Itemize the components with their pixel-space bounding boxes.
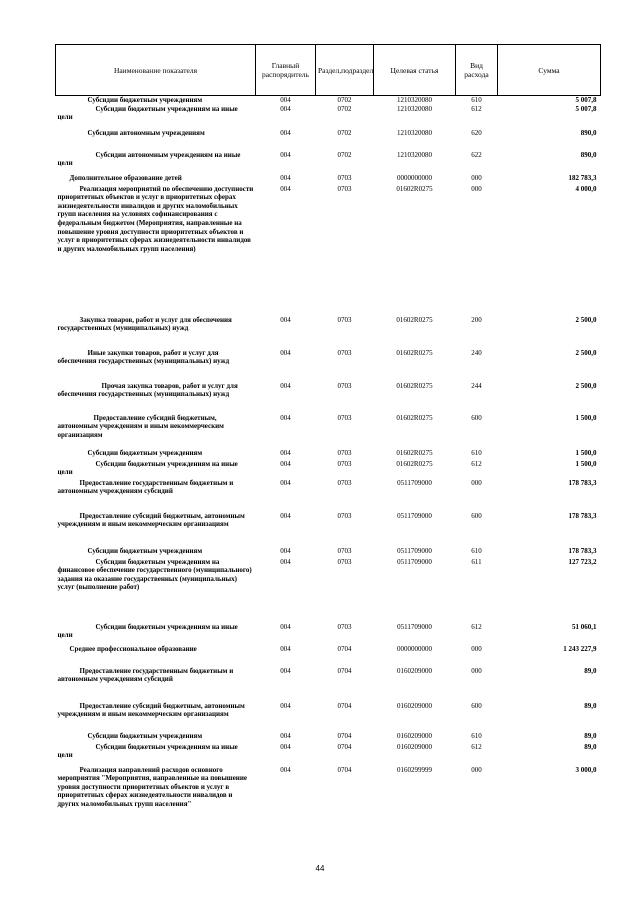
row-section: 0702	[337, 128, 352, 137]
row-amount: 178 783,3	[568, 478, 597, 487]
row-amount: 89,0	[584, 731, 597, 740]
row-target-article: 0000000000	[397, 173, 432, 182]
row-name: Закупка товаров, работ и услуг для обеспечения государственных (муниципальных) нужд	[57, 315, 232, 333]
row-chief-manager: 004	[280, 448, 291, 457]
row-chief-manager: 004	[280, 701, 291, 710]
row-amount: 5 007,8	[575, 104, 597, 113]
row-amount: 2 500,0	[575, 348, 597, 357]
header-target-article: Целевая статья	[374, 45, 456, 96]
row-section: 0703	[337, 478, 352, 487]
row-target-article: 0160209000	[397, 731, 432, 740]
row-chief-manager: 004	[280, 184, 291, 193]
row-expense-type: 244	[471, 381, 482, 390]
row-section: 0703	[337, 459, 352, 468]
row-target-article: 0160209000	[397, 701, 432, 710]
row-chief-manager: 004	[280, 150, 291, 159]
row-chief-manager: 004	[280, 173, 291, 182]
row-amount: 3 000,0	[575, 765, 597, 774]
table-row	[56, 96, 601, 105]
row-expense-type: 200	[471, 315, 482, 324]
row-target-article: 0511709000	[397, 546, 432, 555]
row-section: 0704	[337, 701, 352, 710]
table-row	[56, 105, 601, 129]
row-section: 0702	[337, 96, 352, 104]
row-expense-type: 612	[471, 459, 482, 468]
header-chief-manager: Главный распорядитель	[256, 45, 316, 96]
row-name: Субсидии бюджетным учреждениям на иные цели	[57, 459, 238, 477]
row-amount: 127 723,2	[568, 557, 597, 566]
row-target-article: 1210320080	[397, 104, 432, 113]
row-section: 0703	[337, 173, 352, 182]
row-chief-manager: 004	[280, 644, 291, 653]
row-chief-manager: 004	[280, 765, 291, 774]
row-chief-manager: 004	[280, 104, 291, 113]
table-row	[56, 645, 601, 667]
row-section: 0703	[337, 381, 352, 390]
row-amount: 1 500,0	[575, 448, 597, 457]
row-name: Субсидии бюджетным учреждениям на иные цели	[57, 742, 238, 760]
row-target-article: 0160209000	[397, 742, 432, 751]
row-amount: 89,0	[584, 701, 597, 710]
table-row	[56, 174, 601, 185]
row-amount: 2 500,0	[575, 315, 597, 324]
row-amount: 178 783,3	[568, 511, 597, 520]
row-name: Предоставление государственным бюджетным и автономным учреждениям субсидий	[57, 666, 234, 684]
header-amount: Сумма	[498, 45, 601, 96]
row-expense-type: 610	[471, 96, 482, 104]
row-section: 0703	[337, 448, 352, 457]
header-section-subsection: Раздел,подраздел	[316, 45, 374, 96]
row-name: Иные закупки товаров, работ и услуг для обеспечения государственных (муниципальных) нужд	[57, 348, 230, 366]
row-expense-type: 620	[471, 128, 482, 137]
row-amount: 182 783,3	[568, 173, 597, 182]
row-expense-type: 600	[471, 511, 482, 520]
row-target-article: 01602R0275	[396, 348, 433, 357]
row-expense-type: 612	[471, 104, 482, 113]
row-expense-type: 000	[471, 184, 482, 193]
table-row	[56, 151, 601, 174]
row-name: Предоставление субсидий бюджетным, автономным учреждениям и иным некоммерческим организациям	[57, 701, 245, 719]
table-row	[56, 547, 601, 558]
row-section: 0704	[337, 666, 352, 675]
row-expense-type: 612	[471, 622, 482, 631]
row-chief-manager: 004	[280, 666, 291, 675]
header-indicator-name: Наименование показателя	[56, 45, 256, 96]
row-amount: 2 500,0	[575, 381, 597, 390]
row-amount: 51 060,1	[572, 622, 597, 631]
row-chief-manager: 004	[280, 459, 291, 468]
row-amount: 890,0	[580, 128, 597, 137]
row-name: Прочая закупка товаров, работ и услуг для обеспечения государственных (муниципальных) нужд	[57, 381, 238, 399]
row-section: 0703	[337, 557, 352, 566]
row-target-article: 01602R0275	[396, 381, 433, 390]
row-target-article: 0511709000	[397, 557, 432, 566]
table-row	[56, 512, 601, 547]
row-chief-manager: 004	[280, 546, 291, 555]
row-section: 0704	[337, 765, 352, 774]
row-chief-manager: 004	[280, 315, 291, 324]
row-target-article: 01602R0275	[396, 459, 433, 468]
row-target-article: 1210320080	[397, 128, 432, 137]
row-amount: 89,0	[584, 742, 597, 751]
row-name: Субсидии бюджетным учреждениям	[87, 96, 203, 104]
budget-table	[55, 44, 601, 846]
row-section: 0703	[337, 511, 352, 520]
row-amount: 1 500,0	[575, 413, 597, 422]
row-name: Субсидии бюджетным учреждениям	[87, 546, 203, 555]
table-header-row	[56, 45, 601, 96]
row-name: Дополнительное образование детей	[69, 173, 182, 182]
row-amount: 890,0	[580, 150, 597, 159]
row-amount: 178 783,3	[568, 546, 597, 555]
row-amount: 89,0	[584, 666, 597, 675]
row-name: Реализация мероприятий по обеспечению доступности приоритетных объектов и услуг в приоритетных сферах жизнедеятельности инвалидов и других маломобильных групп населения на условиях софинансирования с федеральным бюджетом (Мероприятия, направленные на повышение уровня доступности приоритетных объектов и услуг в приоритетных сферах жизнедеятельности инвалидов и других маломобильных групп населения)	[57, 184, 254, 253]
row-target-article: 01602R0275	[396, 315, 433, 324]
row-chief-manager: 004	[280, 413, 291, 422]
row-section: 0703	[337, 348, 352, 357]
row-expense-type: 000	[471, 666, 482, 675]
row-name: Предоставление субсидий бюджетным, автономным учреждениям и иным некоммерческим организациям	[57, 413, 224, 439]
table-row	[56, 667, 601, 702]
row-target-article: 0511709000	[397, 622, 432, 631]
row-target-article: 0511709000	[397, 478, 432, 487]
row-name: Субсидии бюджетным учреждениям на иные цели	[57, 622, 238, 640]
row-target-article: 1210320080	[397, 150, 432, 159]
budget-sheet	[55, 44, 600, 846]
row-section: 0702	[337, 104, 352, 113]
row-expense-type: 610	[471, 731, 482, 740]
row-chief-manager: 004	[280, 128, 291, 137]
page-number: 44	[315, 864, 325, 873]
row-chief-manager: 004	[280, 742, 291, 751]
row-expense-type: 611	[471, 557, 482, 566]
row-chief-manager: 004	[280, 622, 291, 631]
row-expense-type: 240	[471, 348, 482, 357]
table-row	[56, 185, 601, 316]
table-row	[56, 382, 601, 414]
row-section: 0703	[337, 622, 352, 631]
row-name: Субсидии бюджетным учреждениям на финансовое обеспечение государственного (муниципального) задания на оказание государственных (муниципальных) услуг (выполнение работ)	[57, 557, 252, 592]
table-row	[56, 766, 601, 846]
table-row	[56, 349, 601, 382]
row-section: 0704	[337, 742, 352, 751]
table-row	[56, 623, 601, 645]
row-section: 0704	[337, 731, 352, 740]
row-name: Субсидии автономным учреждениям	[87, 128, 205, 137]
row-expense-type: 610	[471, 546, 482, 555]
row-target-article: 0000000000	[397, 644, 432, 653]
table-row	[56, 732, 601, 743]
row-expense-type: 600	[471, 701, 482, 710]
table-row	[56, 743, 601, 766]
row-amount: 4 000,0	[575, 184, 597, 193]
row-amount: 1 500,0	[575, 459, 597, 468]
table-row	[56, 479, 601, 512]
table-row	[56, 449, 601, 460]
row-chief-manager: 004	[280, 348, 291, 357]
table-row	[56, 558, 601, 623]
row-name: Субсидии автономным учреждениям на иные цели	[57, 150, 241, 168]
table-row	[56, 460, 601, 479]
row-name: Субсидии бюджетным учреждениям	[87, 448, 203, 457]
row-expense-type: 000	[471, 765, 482, 774]
table-row	[56, 129, 601, 151]
row-chief-manager: 004	[280, 511, 291, 520]
row-expense-type: 600	[471, 413, 482, 422]
row-name: Среднее профессиональное образование	[69, 644, 197, 653]
row-target-article: 01602R0275	[396, 448, 433, 457]
row-chief-manager: 004	[280, 478, 291, 487]
row-name: Предоставление государственным бюджетным и автономным учреждениям субсидий	[57, 478, 234, 496]
row-section: 0704	[337, 644, 352, 653]
row-section: 0702	[337, 150, 352, 159]
row-chief-manager: 004	[280, 731, 291, 740]
row-target-article: 1210320080	[397, 96, 432, 104]
row-chief-manager: 004	[280, 381, 291, 390]
row-chief-manager: 004	[280, 557, 291, 566]
row-target-article: 0511709000	[397, 511, 432, 520]
row-amount: 5 007,8	[575, 96, 597, 104]
header-expense-type: Вид расхода	[456, 45, 498, 96]
row-section: 0703	[337, 546, 352, 555]
row-section: 0703	[337, 315, 352, 324]
table-row	[56, 316, 601, 349]
row-expense-type: 000	[471, 644, 482, 653]
row-name: Предоставление субсидий бюджетным, автономным учреждениям и иным некоммерческим организациям	[57, 511, 245, 529]
row-amount: 1 243 227,9	[563, 644, 597, 653]
row-expense-type: 612	[471, 742, 482, 751]
row-name: Субсидии бюджетным учреждениям	[87, 731, 203, 740]
row-chief-manager: 004	[280, 96, 291, 104]
table-row	[56, 702, 601, 732]
row-target-article: 0160209000	[397, 666, 432, 675]
row-expense-type: 610	[471, 448, 482, 457]
row-expense-type: 000	[471, 173, 482, 182]
row-target-article: 0160299999	[397, 765, 432, 774]
row-section: 0703	[337, 184, 352, 193]
table-row	[56, 414, 601, 449]
row-expense-type: 000	[471, 478, 482, 487]
row-target-article: 01602R0275	[396, 184, 433, 193]
row-section: 0703	[337, 413, 352, 422]
row-expense-type: 622	[471, 150, 482, 159]
row-name: Субсидии бюджетным учреждениям на иные цели	[57, 104, 238, 122]
row-target-article: 01602R0275	[396, 413, 433, 422]
row-name: Реализация направлений расходов основного мероприятия "Мероприятия, направленные на повышение уровня доступности приоритетных объектов и услуг в приоритетных сферах жизнедеятельности инвалидов и других маломобильных групп населения"	[57, 765, 247, 808]
